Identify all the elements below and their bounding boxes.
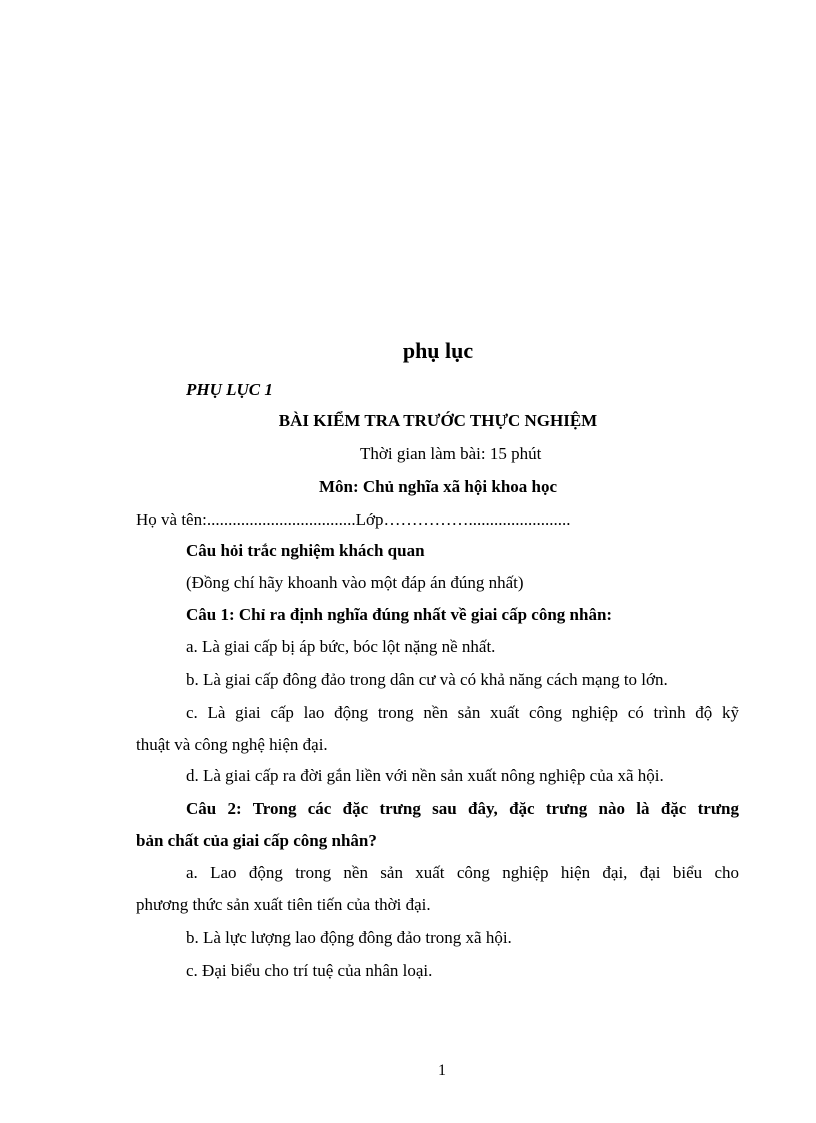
question-2-option-a-line-2: phương thức sản xuất tiên tiến của thời đại.	[136, 895, 431, 914]
question-1-option-c-line-2: thuật và công nghệ hiện đại.	[136, 735, 328, 754]
question-2-line-1: Câu 2: Trong các đặc trưng sau đây, đặc trưng nào là đặc trưng	[186, 799, 739, 818]
test-title: BÀI KIỂM TRA TRƯỚC THỰC NGHIỆM	[278, 411, 598, 430]
instruction-text: (Đồng chí hãy khoanh vào một đáp án đúng nhất)	[186, 573, 524, 592]
subject-line: Môn: Chủ nghĩa xã hội khoa học	[318, 477, 558, 496]
section-title: Câu hỏi trắc nghiệm khách quan	[186, 541, 425, 560]
question-2-option-a-line-1: a. Lao động trong nền sản xuất công nghiệp hiện đại, đại biểu cho	[186, 863, 739, 882]
question-1-option-a: a. Là giai cấp bị áp bức, bóc lột nặng nề nhất.	[186, 637, 496, 656]
appendix-label: PHỤ LỤC 1	[186, 380, 273, 399]
page-heading: phụ lục	[402, 338, 474, 363]
question-1-option-c-line-1: c. Là giai cấp lao động trong nền sản xuất công nghiệp có trình độ kỹ	[186, 703, 739, 722]
time-limit: Thời gian làm bài: 15 phút	[360, 444, 542, 463]
question-2-line-2: bản chất của giai cấp công nhân?	[136, 831, 377, 850]
question-1-option-b: b. Là giai cấp đông đảo trong dân cư và có khả năng cách mạng to lớn.	[186, 670, 668, 689]
student-info-line: Họ và tên:...................................Lớp……………........................	[136, 510, 571, 529]
question-2-option-b: b. Là lực lượng lao động đông đảo trong xã hội.	[186, 928, 512, 947]
question-1-option-d: d. Là giai cấp ra đời gắn liền với nền sản xuất nông nghiệp của xã hội.	[186, 766, 664, 785]
question-1: Câu 1: Chỉ ra định nghĩa đúng nhất về giai cấp công nhân:	[186, 605, 613, 624]
question-2-option-c: c. Đại biểu cho trí tuệ của nhân loại.	[186, 961, 433, 980]
page-number: 1	[438, 1062, 446, 1079]
